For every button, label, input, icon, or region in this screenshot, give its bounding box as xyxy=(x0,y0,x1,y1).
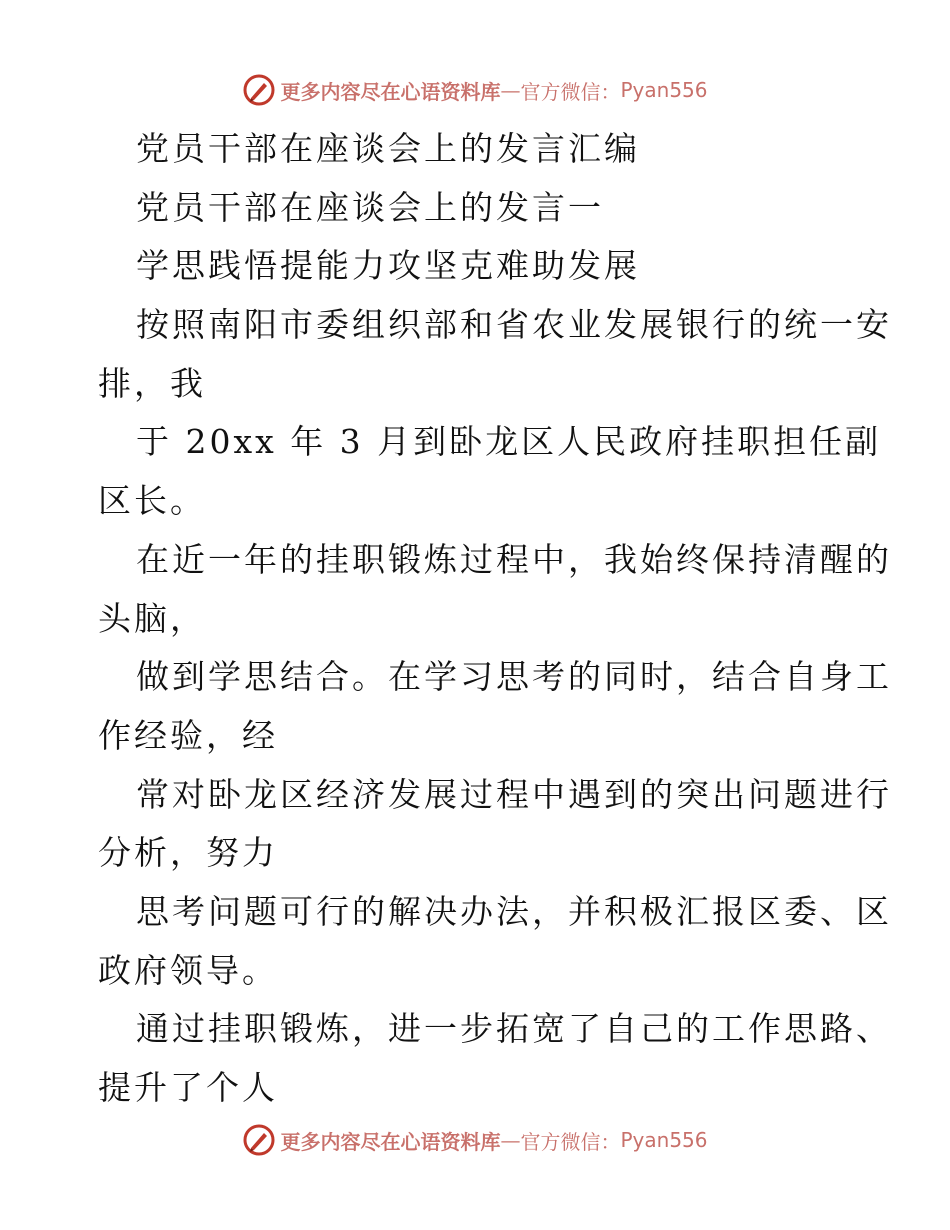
pen-logo-icon xyxy=(242,73,276,107)
document-line: 提升了个人 xyxy=(98,1068,278,1107)
document-line: 做到学思结合。在学习思考的同时，结合自身工 xyxy=(136,657,892,697)
document-line: 学思践悟提能力攻坚克难助发展 xyxy=(136,246,640,286)
watermark-wechat-label: 官方微信： xyxy=(520,79,621,104)
document-line: 常对卧龙区经济发展过程中遇到的突出问题进行 xyxy=(136,774,892,814)
watermark-separator: — xyxy=(500,78,521,102)
document-line: 头脑， xyxy=(98,598,206,638)
document-body xyxy=(98,120,892,1118)
document-line: 党员干部在座谈会上的发言一 xyxy=(136,187,604,227)
watermark-wechat-id: Pyan556 xyxy=(620,1128,708,1152)
pen-logo-icon xyxy=(242,1123,276,1157)
watermark-separator: — xyxy=(500,1128,521,1152)
document-line: 在近一年的挂职锻炼过程中，我始终保持清醒的 xyxy=(136,539,892,579)
watermark-main-text: 更多内容尽在心语资料库 xyxy=(280,1129,501,1154)
document-line: 分析，努力 xyxy=(98,833,278,873)
watermark-wechat-id: Pyan556 xyxy=(620,78,708,102)
document-line: 党员干部在座谈会上的发言汇编 xyxy=(136,129,640,168)
document-line: 于 20xx 年 3 月到卧龙区人民政府挂职担任副 xyxy=(136,422,882,462)
document-line: 按照南阳市委组织部和省农业发展银行的统一安 xyxy=(136,305,892,345)
watermark-wechat-label: 官方微信： xyxy=(520,1129,621,1154)
document-line: 政府领导。 xyxy=(98,950,278,990)
document-line: 思考问题可行的解决办法，并积极汇报区委、区 xyxy=(136,891,892,931)
header-watermark xyxy=(0,70,950,110)
document-line: 区长。 xyxy=(98,481,206,521)
document-line: 作经验，经 xyxy=(98,715,278,755)
watermark-main-text: 更多内容尽在心语资料库 xyxy=(280,79,501,104)
document-line: 排，我 xyxy=(98,363,206,403)
footer-watermark xyxy=(0,1120,950,1160)
document-line: 通过挂职锻炼，进一步拓宽了自己的工作思路、 xyxy=(136,1009,892,1049)
